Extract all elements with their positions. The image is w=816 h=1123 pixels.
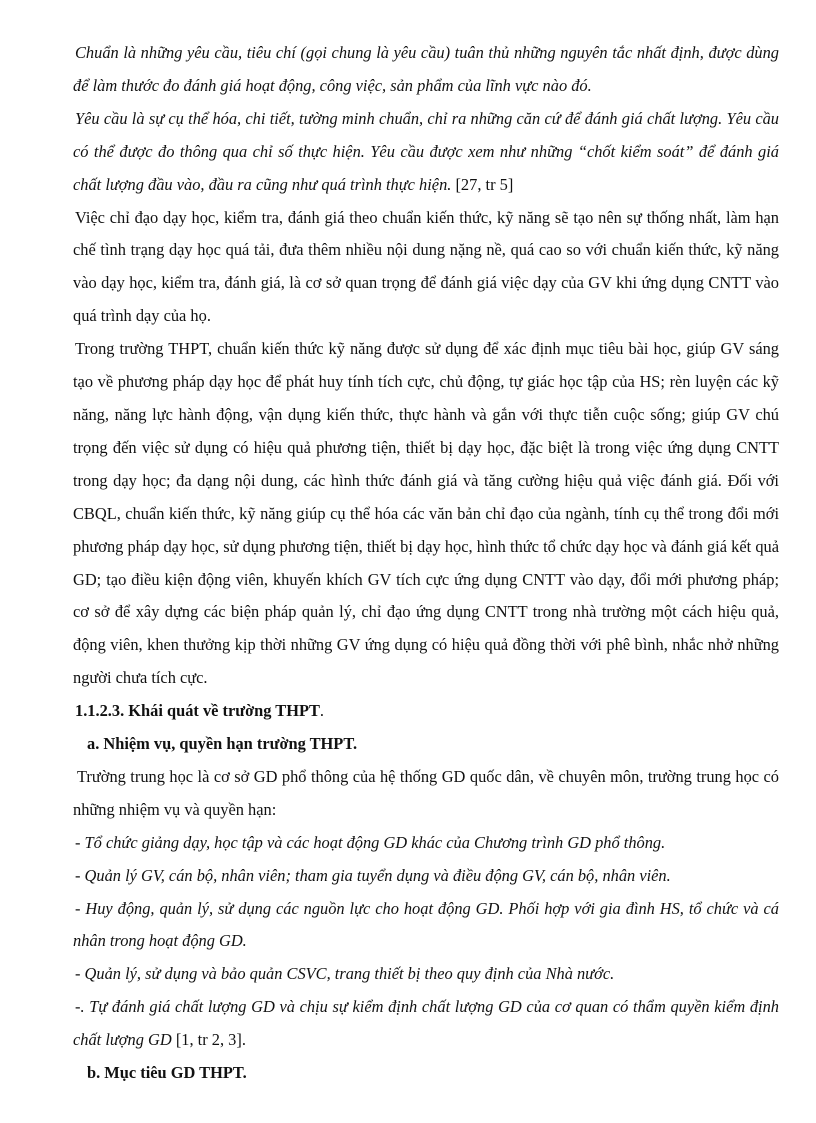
list-item-duty-3: - Huy động, quản lý, sử dụng các nguồn lực cho hoạt động GD. Phối hợp với gia đình HS, tổ chức và cá nhân trong hoạt động GD. xyxy=(73,898,779,951)
paragraph-teaching-guidance: Việc chỉ đạo dạy học, kiểm tra, đánh giá theo chuẩn kiến thức, kỹ năng sẽ tạo nên sự thống nhất, làm hạn chế tình trạng dạy học quá tải, đưa thêm nhiều nội dung nặng nề, quá cao so với chuẩn kiến thức, kỹ năng vào dạy học, kiểm tra, đánh giá, là cơ sở quan trọng để đánh giá việc dạy của GV khi ứng dụng CNTT vào quá trình dạy của họ. xyxy=(73,207,779,326)
paragraph-thpt-standards: Trong trường THPT, chuẩn kiến thức kỹ năng được sử dụng để xác định mục tiêu bài học, giúp GV sáng tạo về phương pháp dạy học để phát huy tính tích cực, chủ động, tự giác học tập của HS; rèn luyện các kỹ năng, năng lực hành động, vận dụng kiến thức, thực hành và gắn với thực tiễn cuộc sống; giúp GV chú trọng đến việc sử dụng có hiệu quả phương tiện, thiết bị dạy học, đặc biệt là trong việc ứng dụng CNTT trong dạy học; đa dạng nội dung, các hình thức đánh giá và tăng cường hiệu quả việc đánh giá. Đối với CBQL, chuẩn kiến thức, kỹ năng giúp cụ thể hóa các văn bản chỉ đạo của ngành, tính cụ thể trong đổi mới phương pháp dạy học, sử dụng phương tiện, thiết bị dạy học, hình thức tổ chức dạy học và đánh giá kết quả GD; tạo điều kiện động viên, khuyến khích GV tích cực ứng dụng CNTT vào dạy, đổi mới phương pháp; cơ sở để xây dựng các biện pháp quản lý, chỉ đạo ứng dụng CNTT trong nhà trường một cách hiệu quả, động viên, khen thưởng kịp thời những GV ứng dụng có hiệu quả đồng thời với phê bình, nhắc nhở những người chưa tích cực. xyxy=(73,339,779,688)
paragraph-school-duties-intro: Trường trung học là cơ sở GD phổ thông của hệ thống GD quốc dân, về chuyên môn, trường trung học có những nhiệm vụ và quyền hạn: xyxy=(73,766,779,819)
paragraph-standard-definition: Chuẩn là những yêu cầu, tiêu chí (gọi chung là yêu cầu) tuân thủ những nguyên tắc nhất định, được dùng để làm thước đo đánh giá hoạt động, công việc, sản phẩm của lĩnh vực nào đó. xyxy=(73,43,779,95)
requirement-text: Yêu cầu là sự cụ thể hóa, chi tiết, tường minh chuẩn, chỉ ra những căn cứ để đánh giá chất lượng. Yêu cầu có thể được đo thông qua chỉ số thực hiện. Yêu cầu được xem như những “chốt kiểm soát” để đánh giá chất lượng đầu vào, đầu ra cũng như quá trình thực hiện. xyxy=(73,108,779,194)
list-item-duty-2: - Quản lý GV, cán bộ, nhân viên; tham gia tuyển dụng và điều động GV, cán bộ, nhân viên. xyxy=(75,865,671,885)
list-item-duty-5: -. Tự đánh giá chất lượng GD và chịu sự kiểm định chất lượng GD của cơ quan có thẩm quyền kiểm định chất lượng GD [1, tr 2, 3]. xyxy=(73,997,779,1050)
document-page xyxy=(73,37,779,1090)
list-item-duty-1: - Tổ chức giảng dạy, học tập và các hoạt động GD khác của Chương trình GD phổ thông. xyxy=(75,832,666,852)
subsection-heading-a: a. Nhiệm vụ, quyền hạn trường THPT. xyxy=(87,734,358,754)
citation-27: [27, tr 5] xyxy=(451,174,514,194)
subsection-heading-b: b. Mục tiêu GD THPT. xyxy=(87,1063,247,1083)
section-heading-1-1-2-3: 1.1.2.3. Khái quát về trường THPT. xyxy=(75,701,325,721)
citation-1: [1, tr 2, 3]. xyxy=(171,1030,246,1050)
list-item-duty-4: - Quản lý, sử dụng và bảo quản CSVC, trang thiết bị theo quy định của Nhà nước. xyxy=(75,964,615,984)
paragraph-requirement-definition xyxy=(73,103,779,202)
